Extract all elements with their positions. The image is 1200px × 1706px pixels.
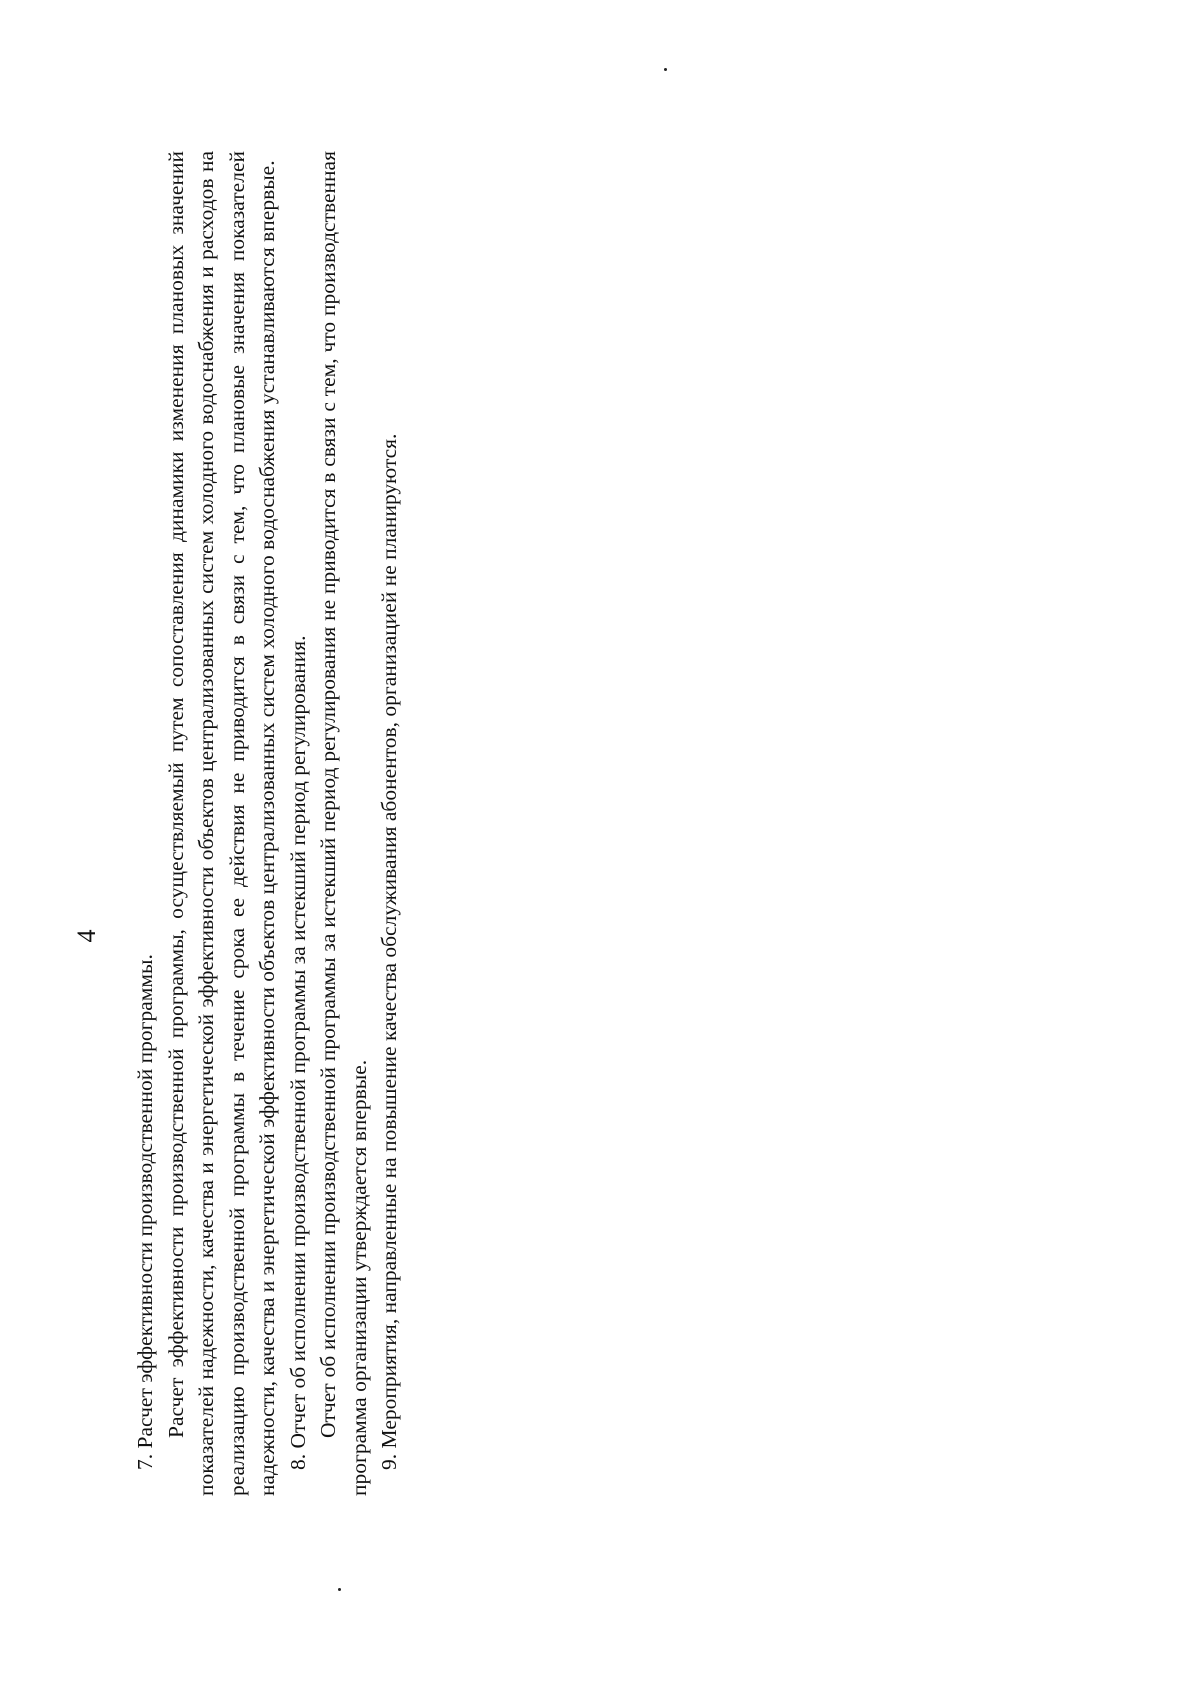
section-8-paragraph: Отчет об исполнении производственной программы за истекший период регулирования не приводится в связи с тем, что производственная программа организации утверждается впервые. bbox=[316, 151, 371, 1496]
document-body bbox=[130, 151, 405, 1496]
scan-speck bbox=[338, 1588, 341, 1591]
page-number: 4 bbox=[72, 929, 101, 943]
section-7-heading: 7. Расчет эффективности производственной программы. bbox=[133, 954, 157, 1470]
section-8-heading: 8. Отчет об исполнении производственной программы за истекший период регулирования. bbox=[285, 635, 310, 1470]
section-9-heading: 9. Мероприятия, направленные на повышение качества обслуживания абонентов, организацией не планируются. bbox=[377, 433, 401, 1470]
section-7-paragraph: Расчет эффективности производственной программы, осуществляемый путем сопоставления динамики изменения плановых значений показателей надежности, качества и энергетической эффективности объектов централизованных систем холодного водоснабжения и расходов на реализацию производственной программы в течение срока ее действия не приводится в связи с тем, что плановые значения показателей надежности, качества и энергетической эффективности объектов централизованных систем холодного водоснабжения устанавливаются впервые. bbox=[163, 151, 279, 1496]
scan-speck bbox=[664, 68, 667, 71]
